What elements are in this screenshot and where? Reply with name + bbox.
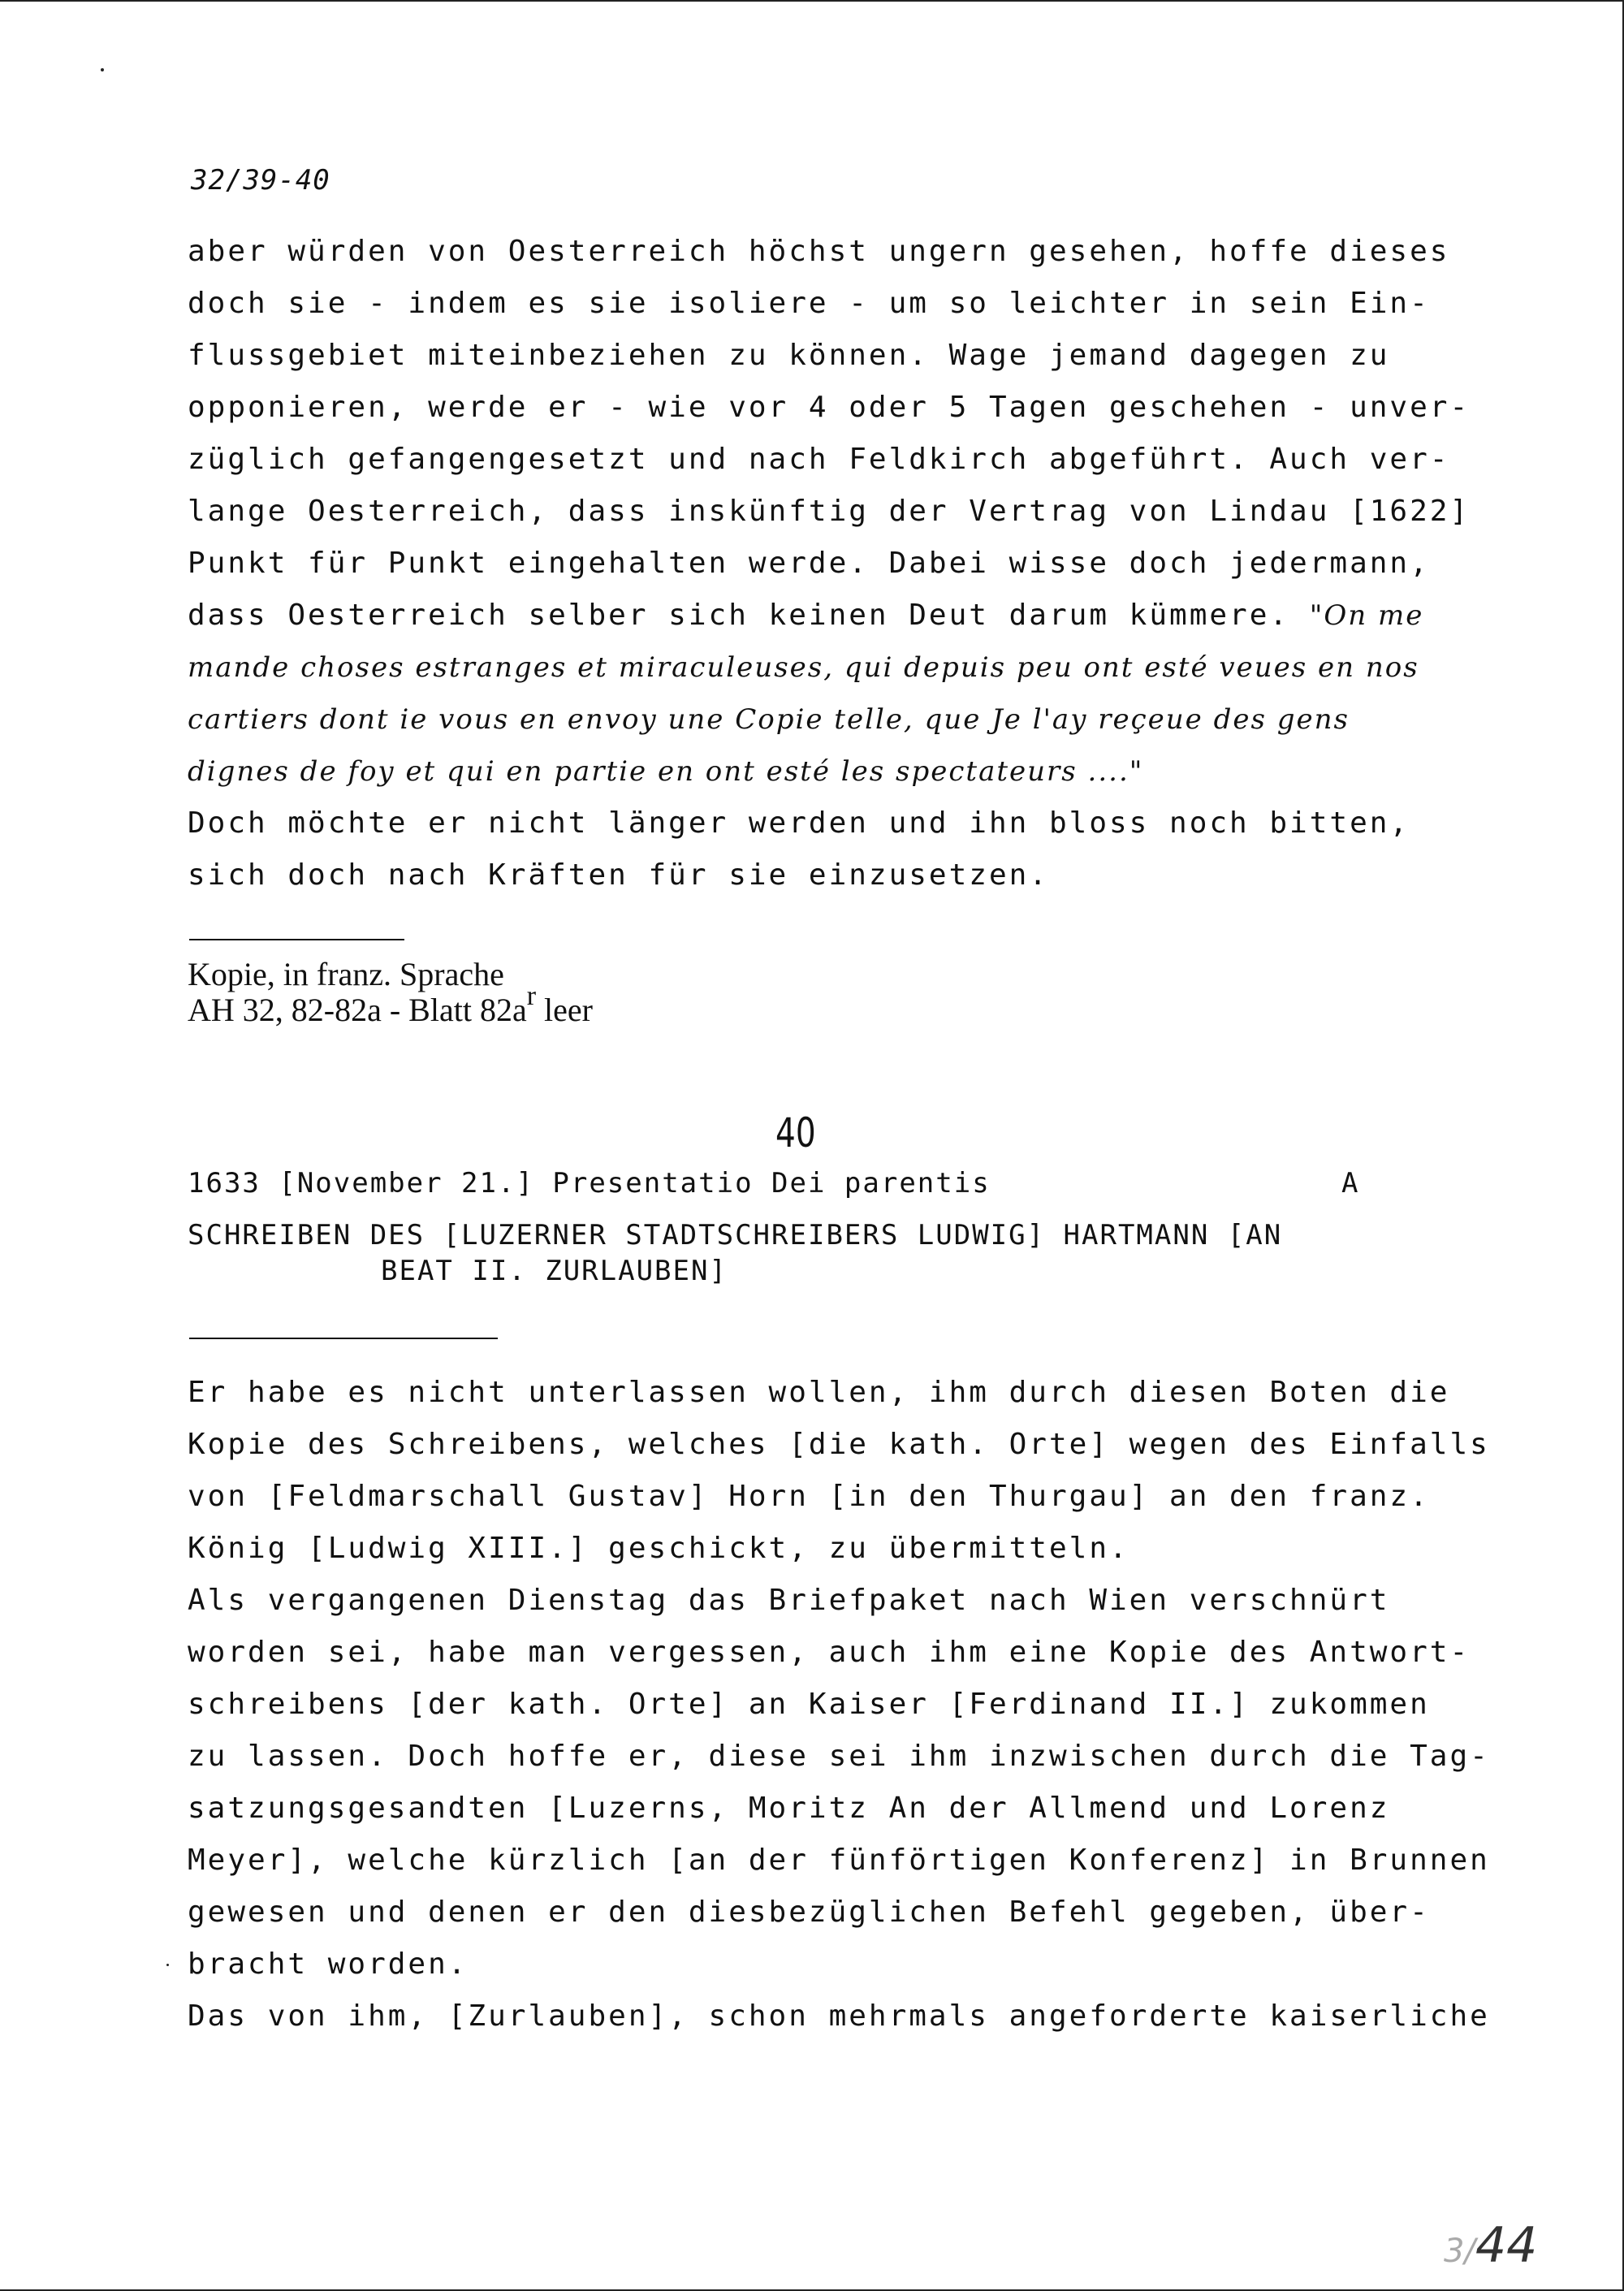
- text-line: schreibens [der kath. Orte] an Kaiser [Ferdinand II.] zukommen: [188, 1688, 1430, 1721]
- text-line: zu lassen. Doch hoffe er, diese sei ihm inzwischen durch die Tag-: [188, 1740, 1490, 1773]
- text-line: flussgebiet miteinbeziehen zu können. Wage jemand dagegen zu: [188, 339, 1390, 372]
- text-line: worden sei, habe man vergessen, auch ihm eine Kopie des Antwort-: [188, 1636, 1471, 1669]
- text-line: von [Feldmarschall Gustav] Horn [in den Thurgau] an den franz.: [188, 1480, 1430, 1513]
- source-note-text: AH 32, 82-82a - Blatt 82a: [188, 992, 527, 1028]
- archive-reference: 32/39-40: [191, 164, 330, 197]
- text-line: sich doch nach Kräften für sie einzusetzen.: [188, 858, 1049, 892]
- text-line: doch sie - indem es sie isoliere - um so leichter in sein Ein-: [188, 287, 1430, 320]
- page-number-prefix: 3: [1444, 2233, 1465, 2270]
- text-line: opponieren, werde er - wie vor 4 oder 5 Tagen geschehen - unver-: [188, 391, 1471, 424]
- doc40-body: [188, 1367, 1503, 2042]
- scan-speck-2: [166, 1964, 169, 1966]
- scan-speck: [101, 68, 104, 71]
- text-line: Das von ihm, [Zurlauben], schon mehrmals angeforderte kaiserliche: [188, 1999, 1490, 2033]
- french-quote-line: cartiers dont ie vous en envoy une Copie telle, que Je l'ay reçeue des gens: [188, 703, 1350, 736]
- header-divider: [189, 1338, 498, 1339]
- document-number: 40: [775, 1109, 816, 1156]
- source-note-text: leer: [536, 992, 593, 1028]
- french-quote-start: "On me: [1309, 599, 1424, 632]
- note-divider: [189, 939, 404, 940]
- source-note-line: Kopie, in franz. Sprache: [188, 956, 504, 992]
- handwritten-page-number: [1444, 2217, 1537, 2274]
- document-title-cont: BEAT II. ZURLAUBEN]: [381, 1255, 728, 1287]
- text-line: Als vergangenen Dienstag das Briefpaket nach Wien verschnürt: [188, 1584, 1390, 1617]
- french-quote-line: dignes de foy et qui en partie en ont esté les spectateurs ....": [188, 755, 1144, 788]
- text-line: gewesen und denen er den diesbezüglichen Befehl gegeben, über-: [188, 1895, 1430, 1929]
- text-line: Doch möchte er nicht länger werden und ihn bloss noch bitten,: [188, 806, 1410, 840]
- text-line: lange Oesterreich, dass inskünftig der Vertrag von Lindau [1622]: [188, 495, 1471, 528]
- text-line: aber würden von Oesterreich höchst ungern gesehen, hoffe dieses: [188, 235, 1450, 268]
- text-line: [188, 590, 1503, 642]
- source-note: [188, 957, 593, 1031]
- text-line: Kopie des Schreibens, welches [die kath. Orte] wegen des Einfalls: [188, 1428, 1490, 1461]
- source-note-line: [188, 981, 593, 1031]
- document-type-letter: A: [1341, 1167, 1360, 1200]
- document-date: 1633 [November 21.] Presentatio Dei parentis: [188, 1167, 991, 1200]
- text-line: bracht worden.: [188, 1947, 469, 1981]
- text-line: Meyer], welche kürzlich [an der fünförtigen Konferenz] in Brunnen: [188, 1844, 1490, 1877]
- source-note-superscript: r: [526, 981, 537, 1011]
- text-line: König [Ludwig XIII.] geschickt, zu übermitteln.: [188, 1532, 1129, 1565]
- document-title: SCHREIBEN DES [LUZERNER STADTSCHREIBERS LUDWIG] HARTMANN [AN: [188, 1219, 1283, 1251]
- page-number: 44: [1475, 2217, 1538, 2274]
- text-line-start: dass Oesterreich selber sich keinen Deut darum kümmere.: [188, 599, 1310, 632]
- french-quote-line: mande choses estranges et miraculeuses, qui depuis peu ont esté veues en nos: [188, 651, 1419, 684]
- text-line: Punkt für Punkt eingehalten werde. Dabei wisse doch jedermann,: [188, 547, 1430, 580]
- doc39-body: [188, 226, 1503, 901]
- text-line: züglich gefangengesetzt und nach Feldkirch abgeführt. Auch ver-: [188, 443, 1450, 476]
- text-line: Er habe es nicht unterlassen wollen, ihm durch diesen Boten die: [188, 1376, 1450, 1409]
- page-number-separator: /: [1464, 2233, 1475, 2270]
- text-line: satzungsgesandten [Luzerns, Moritz An der Allmend und Lorenz: [188, 1792, 1390, 1825]
